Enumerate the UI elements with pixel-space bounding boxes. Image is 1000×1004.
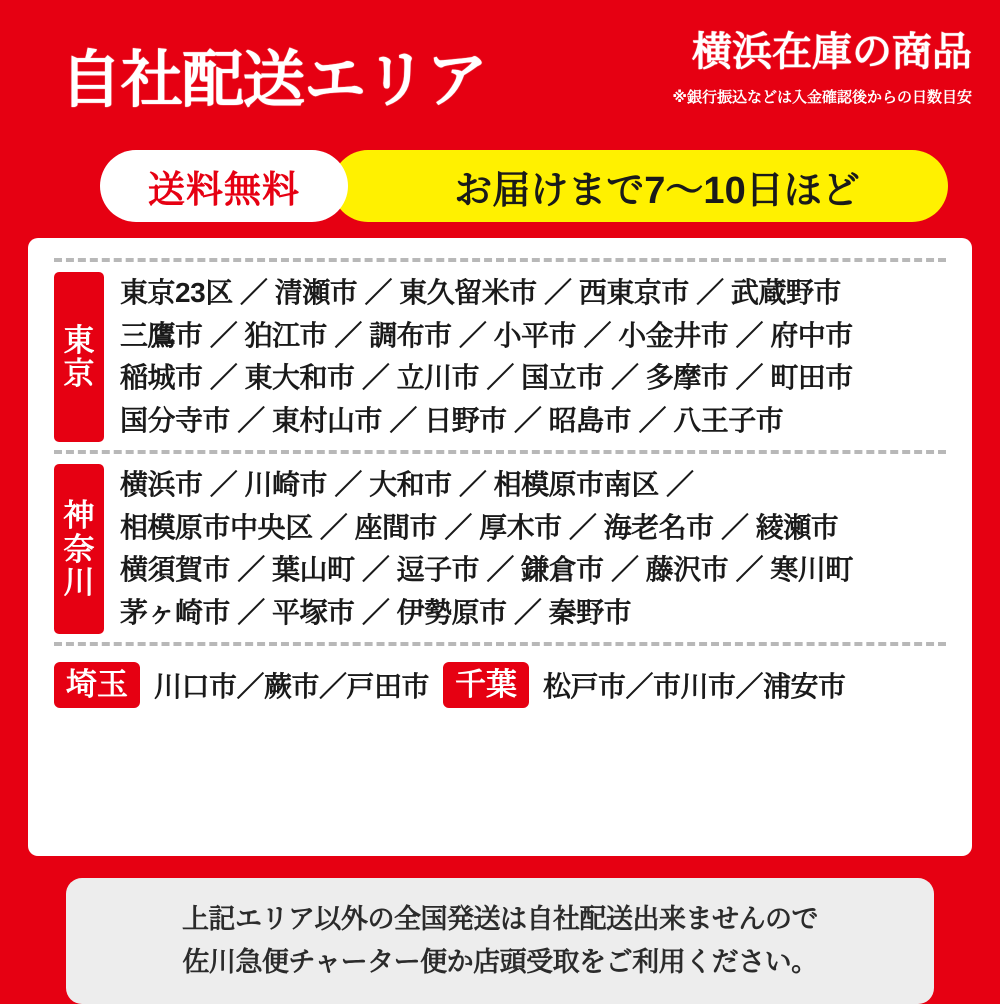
divider-middle xyxy=(54,450,946,454)
region-cities-tokyo xyxy=(104,272,948,442)
delivery-days-badge: お届けまで7〜10日ほど xyxy=(332,150,948,222)
header-right-block xyxy=(672,30,972,107)
region-cities-chiba: 松戸市／市川市／浦安市 xyxy=(543,671,846,703)
region-cities-saitama: 川口市／蕨市／戸田市 xyxy=(154,671,430,703)
region-tag-kanagawa-line2: 奈 xyxy=(63,531,95,567)
region-tokyo xyxy=(48,268,952,446)
region-tag-tokyo-line1: 東 xyxy=(63,322,95,358)
page-subtitle: 横浜在庫の商品 xyxy=(692,30,972,74)
city-line: 相模原市中央区 ／ 座間市 ／ 厚木市 ／ 海老名市 ／ 綾瀬市 xyxy=(120,511,839,543)
area-list-card xyxy=(28,238,972,856)
region-tag-saitama: 埼玉 xyxy=(54,662,140,708)
city-line: 東京23区 ／ 清瀬市 ／ 東久留米市 ／ 西東京市 ／ 武蔵野市 xyxy=(120,277,841,308)
small-regions-row xyxy=(48,652,952,710)
free-shipping-badge: 送料無料 xyxy=(100,150,348,222)
region-tag-chiba: 千葉 xyxy=(443,662,529,708)
city-line: 茅ヶ崎市 ／ 平塚市 ／ 伊勢原市 ／ 秦野市 xyxy=(120,596,632,628)
footer-line-2: 佐川急便チャーター便か店頭受取をご利用ください。 xyxy=(182,947,818,978)
city-line: 稲城市 ／ 東大和市 ／ 立川市 ／ 国立市 ／ 多摩市 ／ 町田市 xyxy=(120,362,853,394)
poster-header xyxy=(14,14,986,142)
region-tag-tokyo xyxy=(54,272,104,442)
page-title: 自社配送エリア xyxy=(60,46,488,115)
region-tag-kanagawa xyxy=(54,464,104,634)
region-tag-kanagawa-line3: 川 xyxy=(63,565,95,601)
region-cities-kanagawa xyxy=(104,464,948,634)
footer-line-1: 上記エリア以外の全国発送は自社配送出来ませんので xyxy=(182,904,818,934)
region-tag-tokyo-line2: 京 xyxy=(63,356,95,392)
city-line: 三鷹市 ／ 狛江市 ／ 調布市 ／ 小平市 ／ 小金井市 ／ 府中市 xyxy=(120,319,853,351)
divider-top xyxy=(54,258,946,262)
divider-bottom xyxy=(54,642,946,646)
city-line: 横須賀市 ／ 葉山町 ／ 逗子市 ／ 鎌倉市 ／ 藤沢市 ／ 寒川町 xyxy=(120,554,853,586)
region-kanagawa xyxy=(48,460,952,638)
region-tag-kanagawa-line1: 神 xyxy=(63,498,95,534)
city-line: 国分寺市 ／ 東村山市 ／ 日野市 ／ 昭島市 ／ 八王子市 xyxy=(120,404,784,436)
city-line: 横浜市 ／ 川崎市 ／ 大和市 ／ 相模原市南区 ／ xyxy=(120,469,694,501)
badge-row xyxy=(14,148,986,234)
payment-note: ※銀行振込などは入金確認後からの日数目安 xyxy=(672,89,972,106)
footer-notice xyxy=(66,878,934,1004)
